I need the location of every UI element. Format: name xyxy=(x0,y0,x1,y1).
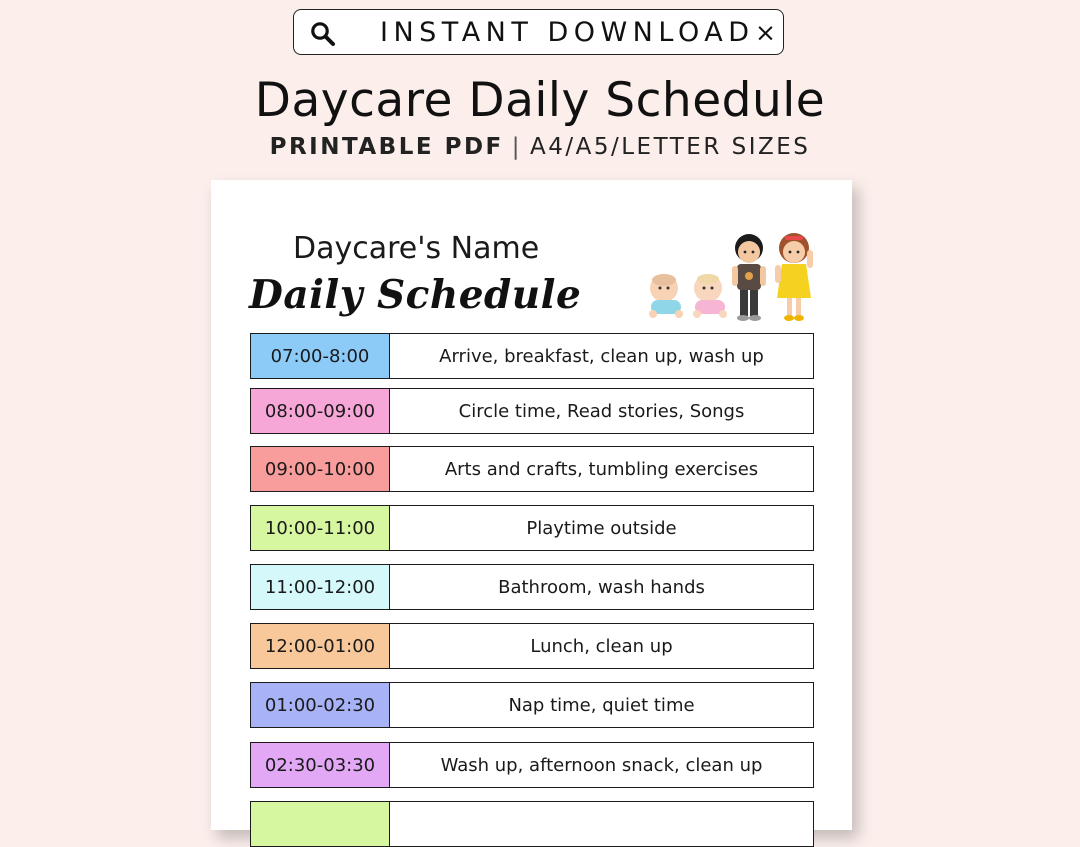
schedule-row xyxy=(250,505,814,551)
subtitle-format: PRINTABLE PDF xyxy=(269,134,504,160)
time-cell: 10:00-11:00 xyxy=(251,506,390,550)
banner-text: INSTANT DOWNLOAD xyxy=(380,17,755,48)
boy-illustration xyxy=(732,234,766,321)
kids-illustration xyxy=(639,230,819,325)
time-cell: 07:00-8:00 xyxy=(251,334,390,378)
page-title: Daycare Daily Schedule xyxy=(254,73,826,128)
activity-cell: Lunch, clean up xyxy=(530,635,673,657)
schedule-row xyxy=(250,801,814,847)
schedule-heading: Daily Schedule xyxy=(249,272,582,318)
time-cell: 09:00-10:00 xyxy=(251,447,390,491)
time-cell: 08:00-09:00 xyxy=(251,389,390,433)
time-cell: 01:00-02:30 xyxy=(251,683,390,727)
page-subtitle xyxy=(0,132,1080,162)
subtitle-sizes: A4/A5/LETTER SIZES xyxy=(530,134,811,160)
close-icon[interactable]: × xyxy=(755,18,776,47)
search-icon xyxy=(310,21,336,47)
time-cell xyxy=(251,802,390,846)
schedule-row xyxy=(250,623,814,669)
schedule-row xyxy=(250,682,814,728)
activity-cell: Nap time, quiet time xyxy=(508,694,695,716)
activity-cell: Bathroom, wash hands xyxy=(498,576,705,598)
activity-cell: Circle time, Read stories, Songs xyxy=(458,400,745,422)
time-cell: 11:00-12:00 xyxy=(251,565,390,609)
schedule-sheet xyxy=(211,180,852,830)
girl-illustration xyxy=(775,233,813,321)
schedule-row xyxy=(250,564,814,610)
activity-cell: Arrive, breakfast, clean up, wash up xyxy=(439,345,764,367)
activity-cell xyxy=(390,802,813,846)
schedule-row xyxy=(250,742,814,788)
schedule-row xyxy=(250,388,814,434)
time-cell: 02:30-03:30 xyxy=(251,743,390,787)
time-cell: 12:00-01:00 xyxy=(251,624,390,668)
activity-cell: Wash up, afternoon snack, clean up xyxy=(440,754,763,776)
daycare-name: Daycare's Name xyxy=(293,231,540,266)
schedule-row xyxy=(250,446,814,492)
activity-cell: Playtime outside xyxy=(526,517,677,539)
subtitle-separator: | xyxy=(511,134,523,160)
instant-download-banner xyxy=(293,9,784,55)
baby-illustration xyxy=(693,274,727,318)
baby-illustration xyxy=(649,274,683,318)
activity-cell: Arts and crafts, tumbling exercises xyxy=(444,458,759,480)
schedule-row xyxy=(250,333,814,379)
